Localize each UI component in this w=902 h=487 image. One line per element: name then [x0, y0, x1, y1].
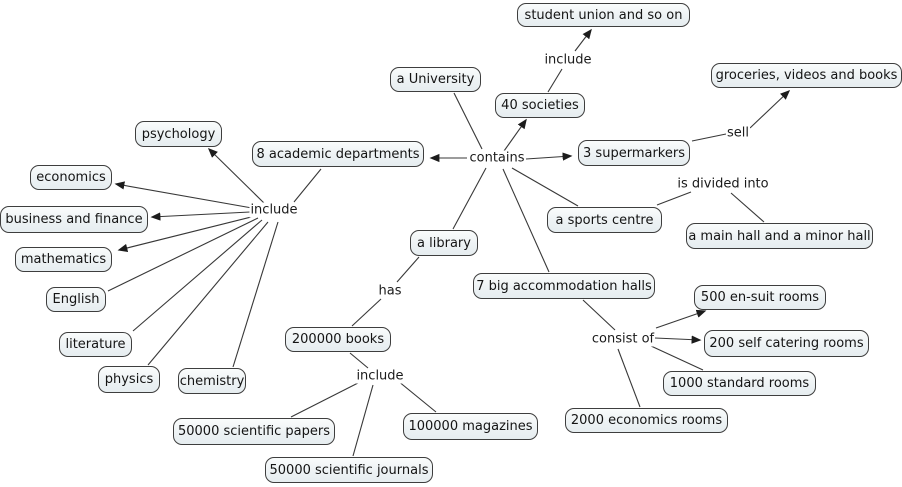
concept-node-ensuit-500[interactable]: 500 en-suit rooms: [694, 285, 826, 310]
link-label-divided[interactable]: is divided into: [677, 176, 769, 192]
edge-label-include-departments-to-literature: [133, 220, 262, 331]
edge-label-include-departments-to-economics: [116, 184, 252, 208]
link-label-include-books[interactable]: include: [356, 368, 404, 384]
concept-node-selfcatering-200[interactable]: 200 self catering rooms: [704, 330, 869, 357]
concept-node-journals-50000[interactable]: 50000 scientific journals: [265, 457, 433, 483]
edge-label-contains-to-a-library: [453, 168, 486, 229]
link-label-consist[interactable]: consist of: [591, 331, 655, 347]
link-label-include-societies[interactable]: include: [544, 52, 592, 68]
edge-label-contains-to-sports-centre: [512, 168, 578, 206]
concept-node-sports-centre[interactable]: a sports centre: [547, 207, 662, 233]
concept-node-a-library[interactable]: a library: [410, 230, 478, 256]
edge-label-sell-to-groceries: [750, 91, 789, 128]
concept-node-societies-40[interactable]: 40 societies: [495, 93, 585, 118]
concept-node-student-union[interactable]: student union and so on: [517, 3, 690, 27]
concept-node-supermarkers-3[interactable]: 3 supermarkers: [578, 140, 690, 166]
edge-societies-40-to-label-include-societies: [548, 69, 562, 92]
link-label-contains[interactable]: contains: [469, 150, 525, 166]
concept-node-standard-1000[interactable]: 1000 standard rooms: [663, 371, 816, 396]
concept-node-papers-50000[interactable]: 50000 scientific papers: [173, 418, 335, 445]
concept-node-academic-departments-8[interactable]: 8 academic departments: [252, 141, 424, 167]
edge-label-contains-to-supermarkers-3: [526, 156, 571, 159]
edge-label-consist-to-selfcatering-200: [655, 338, 700, 340]
concept-node-physics[interactable]: physics: [98, 366, 160, 393]
concept-node-literature[interactable]: literature: [59, 332, 132, 357]
edge-label-include-societies-to-student-union: [575, 30, 591, 51]
link-label-include-departments[interactable]: include: [250, 202, 298, 218]
edge-label-contains-to-societies-40: [504, 120, 526, 151]
edge-academic-departments-8-to-label-include-departments: [294, 169, 321, 202]
edge-label-include-departments-to-physics: [148, 222, 268, 365]
edge-accommodation-halls-7-to-label-consist: [583, 300, 615, 330]
concept-node-magazines-100000[interactable]: 100000 magazines: [403, 413, 538, 440]
edge-label-consist-to-ensuit-500: [656, 311, 705, 328]
edge-label-include-books-to-journals-50000: [353, 385, 373, 456]
edge-books-200000-to-label-include-books: [350, 353, 368, 368]
link-label-has[interactable]: has: [378, 283, 402, 299]
edge-label-divided-to-main-hall: [731, 193, 764, 222]
edge-label-include-books-to-papers-50000: [291, 383, 358, 417]
edge-label-include-departments-to-chemistry: [233, 222, 278, 367]
edge-label-consist-to-economics-rooms-2000: [618, 349, 640, 407]
edge-supermarkers-3-to-label-sell: [692, 134, 726, 141]
concept-node-psychology[interactable]: psychology: [135, 121, 222, 147]
edge-sports-centre-to-label-divided: [657, 192, 691, 205]
edge-label-include-books-to-magazines-100000: [398, 381, 436, 412]
edge-label-has-to-books-200000: [352, 299, 381, 326]
concept-node-economics[interactable]: economics: [30, 165, 112, 190]
concept-node-economics-rooms-2000[interactable]: 2000 economics rooms: [565, 408, 728, 433]
link-label-sell[interactable]: sell: [727, 125, 749, 141]
concept-node-chemistry[interactable]: chemistry: [178, 368, 246, 394]
concept-node-books-200000[interactable]: 200000 books: [285, 327, 391, 352]
concept-node-accommodation-halls-7[interactable]: 7 big accommodation halls: [473, 273, 655, 299]
concept-node-business-finance[interactable]: business and finance: [0, 206, 148, 233]
edge-a-university-to-label-contains: [454, 93, 482, 149]
concept-node-main-hall[interactable]: a main hall and a minor hall: [686, 223, 873, 249]
concept-node-mathematics[interactable]: mathematics: [15, 247, 112, 272]
concept-node-groceries[interactable]: groceries, videos and books: [711, 63, 902, 88]
edge-a-library-to-label-has: [397, 257, 419, 282]
edge-label-include-departments-to-business-finance: [152, 212, 250, 217]
concept-node-a-university[interactable]: a University: [390, 67, 481, 92]
edge-label-contains-to-accommodation-halls-7: [503, 169, 549, 272]
concept-node-english[interactable]: English: [46, 287, 106, 312]
edge-label-consist-to-standard-1000: [651, 346, 703, 370]
